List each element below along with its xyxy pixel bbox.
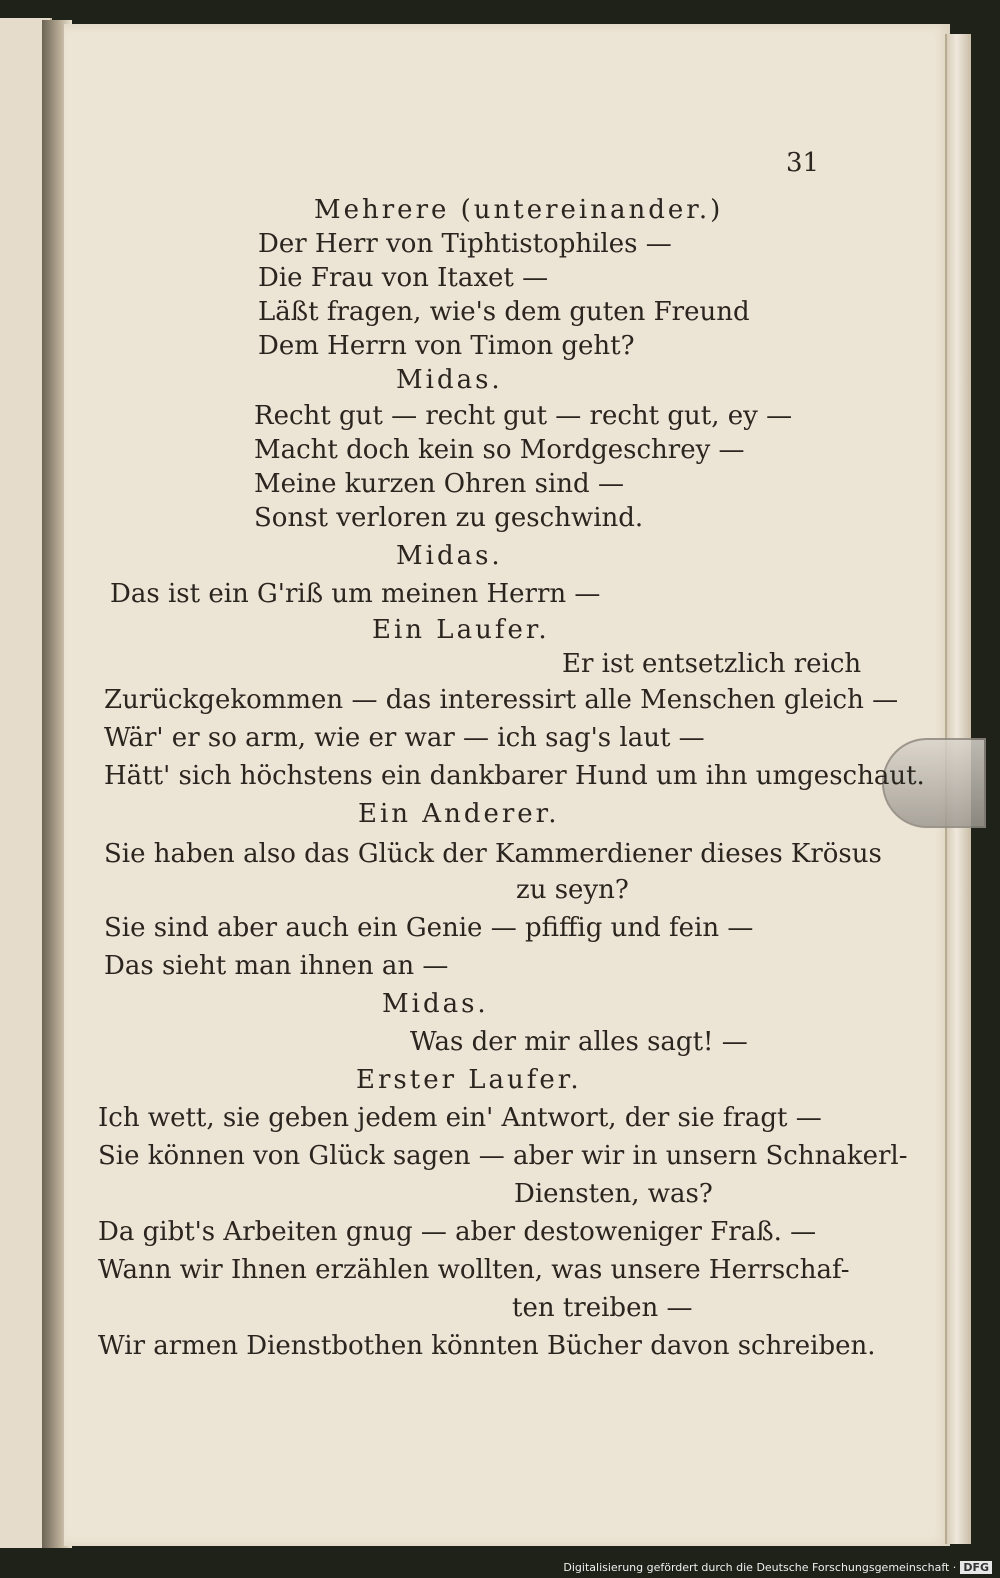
verse-line: Was der mir alles sagt! — [410, 1027, 748, 1057]
verse-line: Wann wir Ihnen erzählen wollten, was unsere Herrschaf- [98, 1255, 850, 1285]
speaker-heading: Erster Laufer. [356, 1065, 582, 1095]
verse-line: Meine kurzen Ohren sind — [254, 469, 624, 499]
speaker-heading: Mehrere (untereinander.) [314, 195, 724, 225]
verse-line: Das sieht man ihnen an — [104, 951, 449, 981]
verse-line: Der Herr von Tiphtistophiles — [258, 229, 672, 259]
verse-line: Das ist ein G'riß um meinen Herrn — [110, 579, 601, 609]
verse-line: Recht gut — recht gut — recht gut, ey — [254, 401, 793, 431]
dfg-logo: DFG [960, 1561, 992, 1574]
verse-line: zu seyn? [516, 875, 629, 905]
verse-line: Diensten, was? [514, 1179, 713, 1209]
verse-line: ten treiben — [512, 1293, 693, 1323]
verse-line: Wär' er so arm, wie er war — ich sag's laut — [104, 723, 705, 753]
verse-line: Zurückgekommen — das interessirt alle Menschen gleich — [104, 685, 899, 715]
credit-text: Digitalisierung gefördert durch die Deutsche Forschungsgemeinschaft · [563, 1561, 957, 1574]
speaker-heading: Ein Laufer. [372, 615, 550, 645]
digitization-credit [563, 1561, 992, 1574]
verse-line: Sie sind aber auch ein Genie — pfiffig und fein — [104, 913, 754, 943]
verse-line: Die Frau von Itaxet — [258, 263, 549, 293]
verse-line: Hätt' sich höchstens ein dankbarer Hund um ihn umgeschaut. [104, 761, 925, 791]
speaker-heading: Midas. [382, 989, 489, 1019]
speaker-heading: Ein Anderer. [358, 799, 560, 829]
verse-line: Läßt fragen, wie's dem guten Freund [258, 297, 750, 327]
verse-line: Ich wett, sie geben jedem ein' Antwort, der sie fragt — [98, 1103, 822, 1133]
verse-line: Sie haben also das Glück der Kammerdiener dieses Krösus [104, 839, 882, 869]
verse-line: Er ist entsetzlich reich [562, 649, 862, 679]
verse-line: Sonst verloren zu geschwind. [254, 503, 644, 533]
speaker-heading: Midas. [396, 541, 503, 571]
verse-line: Da gibt's Arbeiten gnug — aber destoweniger Fraß. — [98, 1217, 817, 1247]
verse-line: Sie können von Glück sagen — aber wir in unsern Schnakerl- [98, 1141, 908, 1171]
page-number: 31 [786, 148, 820, 178]
verse-line: Dem Herrn von Timon geht? [258, 331, 635, 361]
verse-line: Wir armen Dienstbothen könnten Bücher davon schreiben. [98, 1331, 876, 1361]
speaker-heading: Midas. [396, 365, 503, 395]
verse-line: Macht doch kein so Mordgeschrey — [254, 435, 745, 465]
